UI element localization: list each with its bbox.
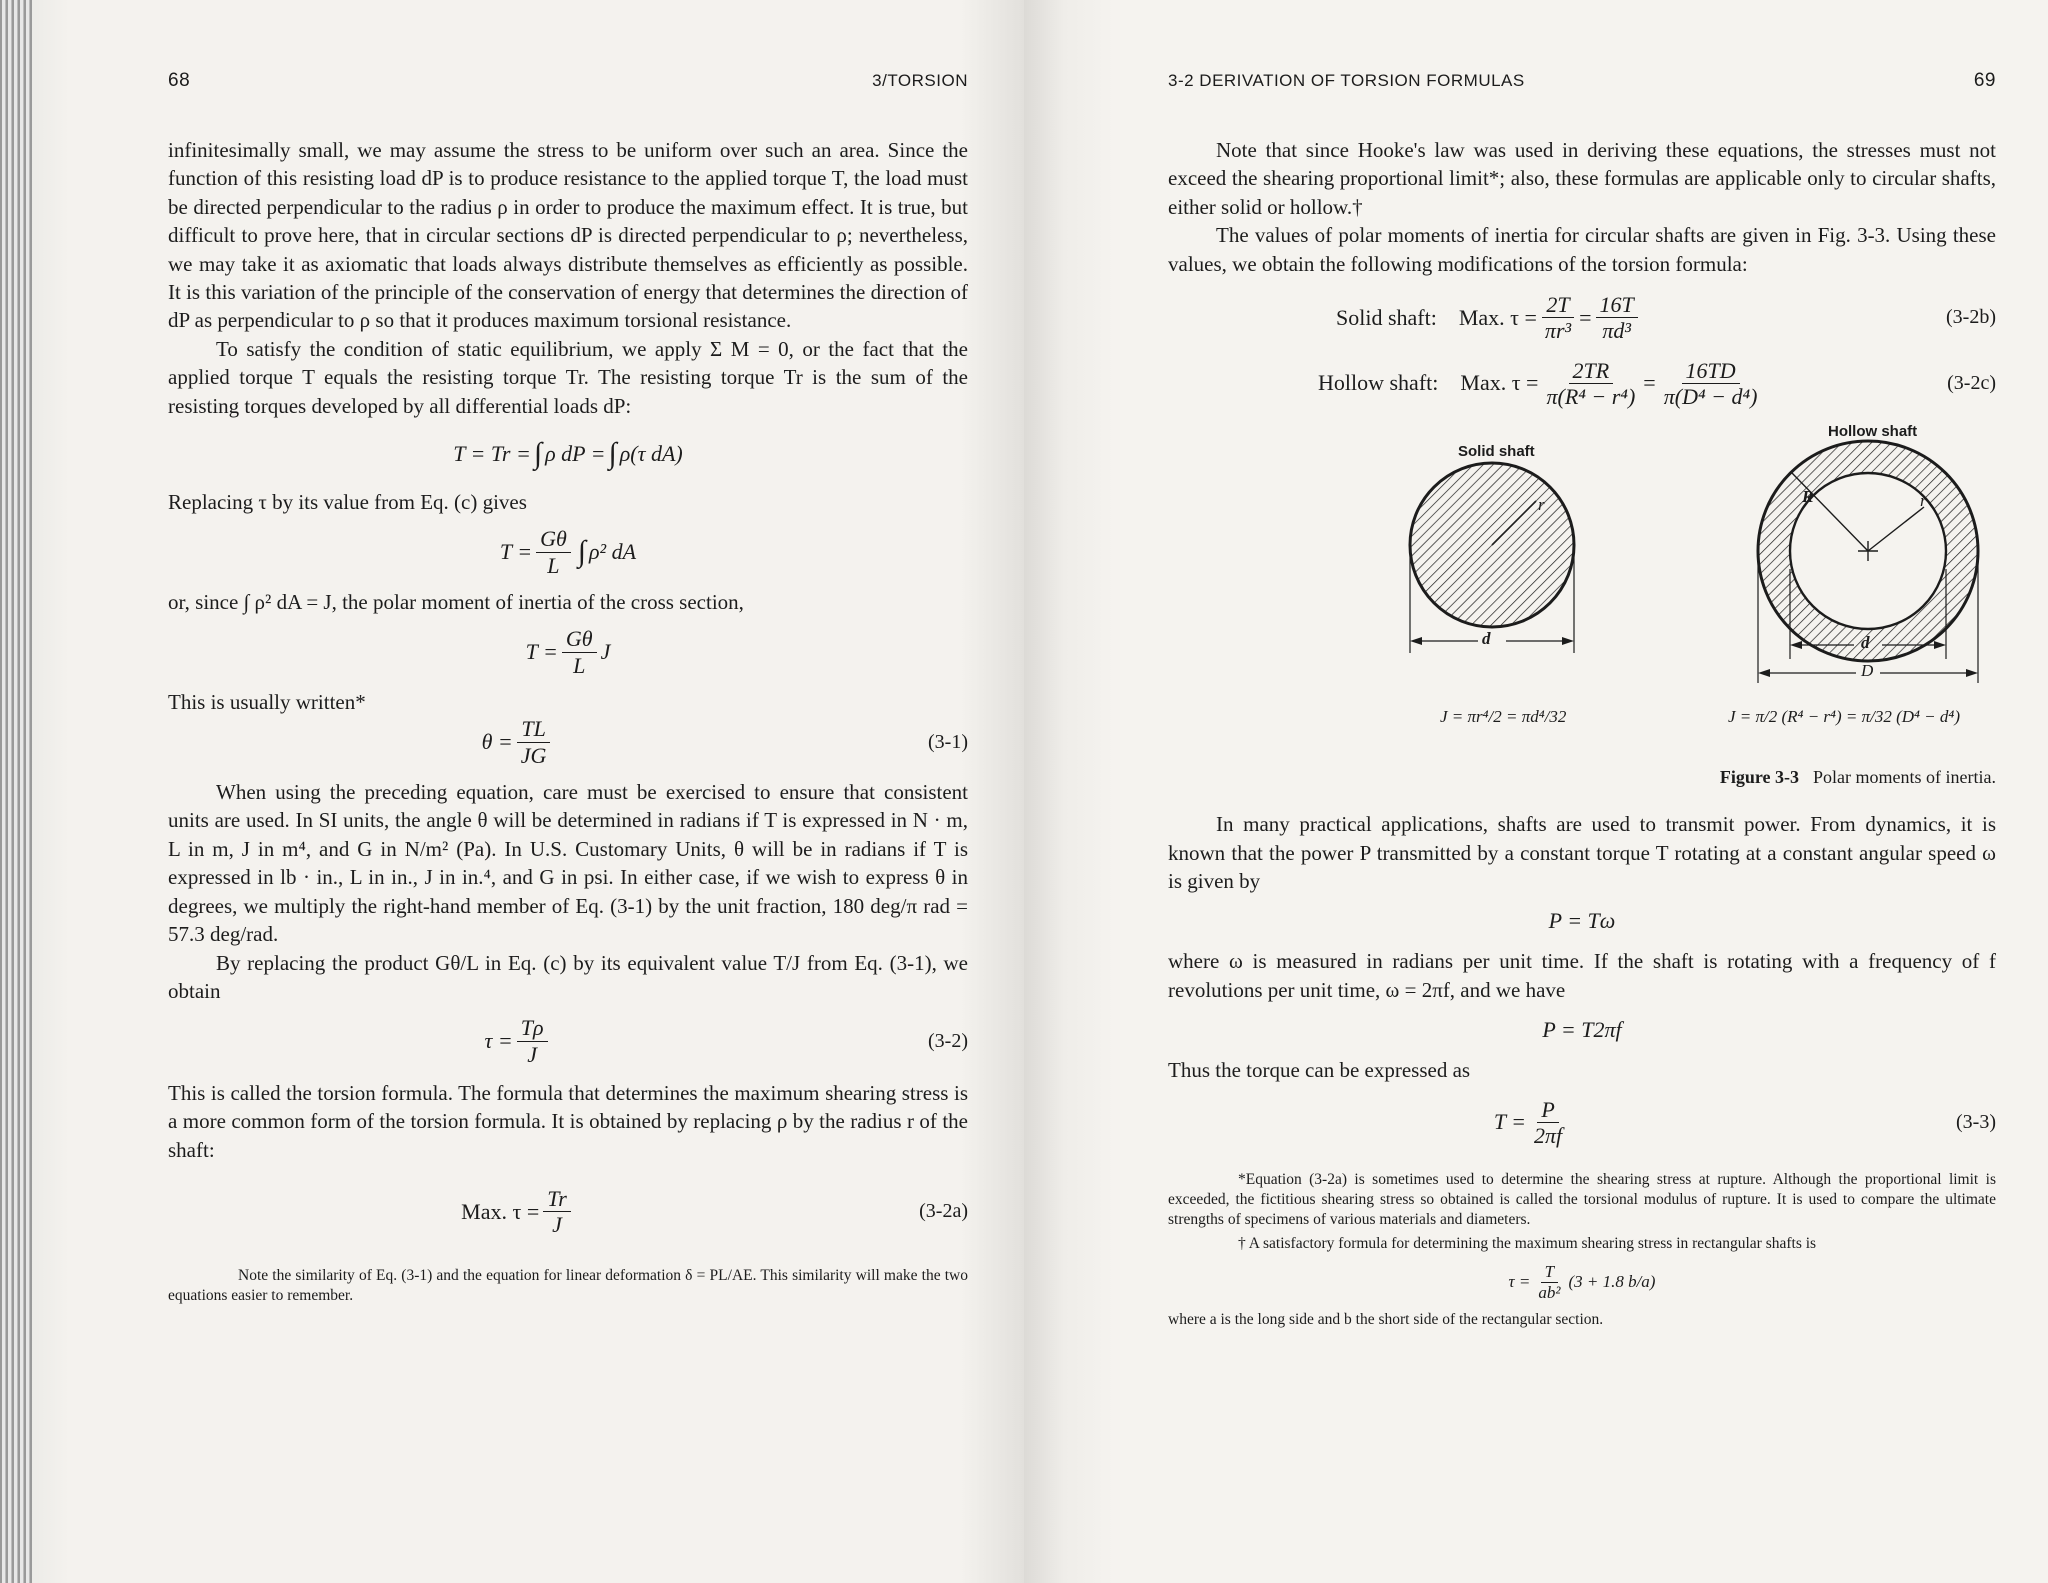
hollow-shaft-title: Hollow shaft [1828,423,1918,441]
equation: P = T2πf [1542,1017,1622,1043]
figure-3-3 [1168,423,1996,753]
paragraph: When using the preceding equation, care must be exercised to ensure that consistent units are used. In SI units, the angle θ will be determined in radians if T is expressed in N · m, L in m, J in m⁴, and G in N/m² (Pa). In U.S. Customary Units, θ will be in radians if T is expressed in lb · in., L in in., J in in.⁴, and G in psi. In either case, if we wish to express θ in degrees, we multiply the right-hand member of Eq. (3-1) by the unit fraction, 180 deg/π rad = 57.3 deg/rad. [168,780,968,947]
diameter-label: d [1482,629,1491,649]
equation: T = $\frac{G\theta}{L}$ J [525,626,611,678]
paragraph: This is usually written* [168,690,366,715]
footnote: where a is the long side and b the short side of the rectangular section. [1168,1311,1604,1329]
equation: T = $\frac{G\theta}{L}$ ∫ ρ² dA [499,526,637,578]
equation: P = Tω [1548,908,1616,934]
integral-sign: ∫ [577,535,586,569]
equation-3-2b: Solid shaft: Max. τ = $\frac{2T}{\text{πr³}}$ = $\frac{16T}{\text{πd³}}$ (3-2b) [1336,292,1996,344]
paragraph: In many practical applications, shafts are used to transmit power. From dynamics, it is known that the power P transmitted by a constant torque T rotating at a constant angular speed ω is given by [1168,812,1996,894]
page-number: 69 [1973,70,1996,91]
paragraph: Note that since Hooke's law was used in deriving these equations, the stresses must not exceed the shearing proportional limit*; also, these formulas are applicable only to circular shafts, either solid or hollow.† [1168,138,1996,219]
equation-number: (3-2b) [1946,306,1996,329]
shaft-diagram [1168,423,1996,753]
paragraph: or, since ∫ ρ² dA = J, the polar moment of inertia of the cross section, [168,590,744,615]
page-number: 68 [168,70,191,91]
footnote-equation: τ = $\frac{T}{\text{ab²}}$ (3 + 1.8 b/a) [1508,1262,1656,1302]
equation-number: (3-1) [928,730,968,753]
page-edge [0,0,32,1583]
paragraph: This is called the torsion formula. The formula that determines the maximum shearing stress is a more common form of the torsion formula. It is obtained by replacing ρ by the radius r of the shaft: [168,1080,968,1162]
equation-3-3: T = $\frac{P}{2\pi f}$ (3-3) [1493,1096,1996,1148]
equation: T = Tr = ∫ ρ dP = ∫ ρ(τ dA) [453,437,683,471]
paragraph: infinitesimally small, we may assume the stress to be uniform over such an area. Since the function of this resisting load dP is to produce resistance to the applied torque T, the load must be directed perpendicular to the radius ρ in order to produce the maximum effect. It is true, but difficult to prove here, that in circular sections dP is directed perpendicular to ρ; nevertheless, we may take it as axiomatic that loads always distribute themselves as efficiently as possible. It is this variation of the principle of the conservation of energy that determines the direction of dP as perpendicular to ρ so that it produces maximum torsional resistance. [168,138,968,333]
paragraph: Thus the torque can be expressed as [1168,1058,1471,1083]
footnote: † A satisfactory formula for determining the maximum shearing stress in rectangular shafts is [1238,1235,1817,1253]
solid-shaft-section [1410,463,1574,653]
running-head-title: 3-2 DERIVATION OF TORSION FORMULAS [1168,71,1525,90]
equation-number: (3-2a) [919,1200,968,1223]
solid-shaft-title: Solid shaft [1458,443,1535,461]
equation-number: (3-3) [1956,1110,1996,1133]
equation-3-2a: Max. τ = $\frac{Tr}{J}$ (3-2a) [461,1186,968,1238]
right-page [1024,0,2048,1583]
integral-sign: ∫ [533,437,543,471]
right-running-head [1168,70,1996,92]
equation-number: (3-2) [928,1029,968,1052]
footnote: Note the similarity of Eq. (3-1) and the equation for linear deformation δ = PL/AE. This similarity will make the two equations easier to remember. [168,1266,968,1304]
inner-radius-label: r [1920,491,1927,511]
footnote: *Equation (3-2a) is sometimes used to determine the shearing stress at rupture. Although the proportional limit is exceeded, the fictitious shearing stress so obtained is called the torsional modulus of rupture. It is used to compare the ultimate strengths of specimens of various materials and diameters. [1168,1171,1996,1229]
running-head-title: 3/TORSION [872,71,968,90]
paragraph: The values of polar moments of inertia for circular shafts are given in Fig. 3-3. Using these values, we obtain the following modifications of the torsion formula: [1168,223,1996,276]
paragraph: Replacing τ by its value from Eq. (c) gives [168,490,527,515]
solid-polar-moment-formula: J = πr⁴/2 = πd⁴/32 [1440,707,1567,727]
equation-3-1: θ = $\frac{TL}{JG}$ (3-1) [481,716,968,768]
hollow-polar-moment-formula: J = π/2 (R⁴ − r⁴) = π/32 (D⁴ − d⁴) [1728,707,1960,727]
outer-diameter-label: D [1861,661,1874,681]
inner-diameter-label: d [1861,633,1870,653]
equation-3-2c: Hollow shaft: Max. τ = $\frac{2TR}{\text{π(R⁴ − r⁴)}}$ = $\frac{16TD}{\text{π(D⁴ − d⁴)}}$ (3-2c) [1318,357,1996,409]
equation-number: (3-2c) [1947,371,1996,394]
equation-3-2: τ = $\frac{T\rho}{J}$ (3-2) [484,1015,968,1067]
paragraph: where ω is measured in radians per unit time. If the shaft is rotating with a frequency of f revolutions per unit time, ω = 2πf, and we have [1168,949,1996,1002]
integral-sign: ∫ [608,437,617,471]
left-running-head [168,70,968,92]
paragraph: By replacing the product Gθ/L in Eq. (c) by its equivalent value T/J from Eq. (3-1), we obtain [168,950,968,1003]
radius-label: r [1538,495,1545,515]
figure-caption: Figure 3-3 Polar moments of inertia. [1719,767,1996,788]
paragraph: To satisfy the condition of static equilibrium, we apply Σ M = 0, or the fact that the applied torque T equals the resisting torque Tr. The resisting torque Tr is the sum of the resisting torques developed by all differential loads dP: [168,336,968,418]
outer-radius-label: R [1802,487,1814,507]
